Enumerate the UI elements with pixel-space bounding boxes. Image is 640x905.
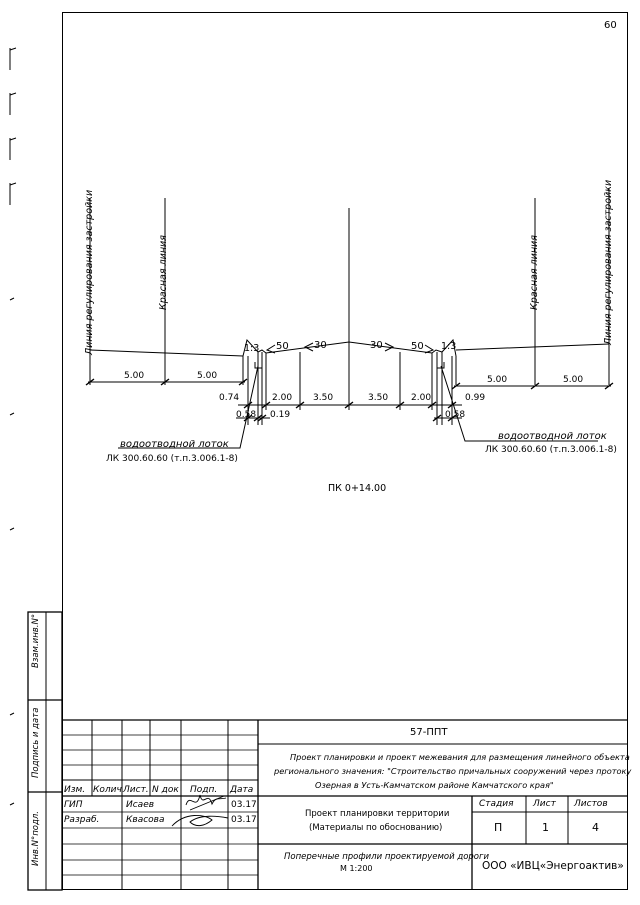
sheets-label: Листов bbox=[574, 799, 608, 809]
date-dev: 03.17 bbox=[231, 815, 257, 825]
name-dev: Квасова bbox=[126, 815, 165, 825]
dim-058-left: 0.58 bbox=[236, 410, 257, 420]
section-line-2: (Материалы по обоснованию) bbox=[309, 823, 443, 833]
left-red-line-label: Красная линия bbox=[158, 235, 169, 310]
dim-left-a: 5.00 bbox=[124, 371, 145, 381]
side-inv-label: Инв.N°подл. bbox=[31, 810, 41, 866]
tray-left-title: водоотводной лоток bbox=[120, 439, 229, 450]
dim-058-right: 0.58 bbox=[445, 410, 466, 420]
right-building-line-label: Линия регулирования застройки bbox=[603, 179, 614, 345]
section-line-1: Проект планировки территории bbox=[305, 809, 450, 819]
dim-lane-left: 3.50 bbox=[313, 393, 334, 403]
right-red-line-label: Красная линия bbox=[529, 235, 540, 310]
dim-right-b: 5.00 bbox=[563, 375, 584, 385]
company-name: ООО «ИВЦ«Энергоактив» bbox=[482, 860, 624, 872]
hdr-list: Лист. bbox=[123, 785, 149, 795]
slope-left-bank: 1:3 bbox=[244, 343, 260, 354]
hdr-date: Дата bbox=[230, 785, 254, 795]
tray-right-code: ЛК 300.60.60 (т.п.3.006.1-8) bbox=[485, 445, 617, 455]
hdr-kol: Колич bbox=[93, 785, 122, 795]
sheets-value: 4 bbox=[592, 821, 599, 834]
dim-left-b: 5.00 bbox=[197, 371, 218, 381]
dim-sh-left: 2.00 bbox=[272, 393, 293, 403]
hdr-ndok: N док bbox=[152, 785, 179, 795]
date-gip: 03.17 bbox=[231, 800, 257, 810]
slope-left-lane: 30 bbox=[314, 340, 327, 351]
sheet-label: Лист bbox=[533, 799, 556, 809]
dim-sh-right: 2.00 bbox=[411, 393, 432, 403]
slope-right-bank: 1:3 bbox=[441, 341, 457, 352]
hdr-izm: Изм. bbox=[64, 785, 86, 795]
dim-099: 0.99 bbox=[465, 393, 486, 403]
name-gip: Исаев bbox=[126, 800, 155, 810]
dim-019: 0.19 bbox=[270, 410, 291, 420]
project-line-1: Проект планировки и проект межевания для размещения линейного объекта bbox=[290, 752, 630, 762]
sheet-number: 60 bbox=[604, 20, 617, 31]
stage-label: Стадия bbox=[479, 799, 514, 809]
slope-left-shoulder: 50 bbox=[276, 341, 289, 352]
project-line-3: Озерная в Усть-Камчатском районе Камчатского края" bbox=[315, 780, 554, 790]
tray-left-code: ЛК 300.60.60 (т.п.3.006.1-8) bbox=[106, 454, 238, 464]
role-dev: Разраб. bbox=[64, 815, 100, 825]
hdr-podp: Подп. bbox=[190, 785, 218, 795]
doc-code: 57-ППТ bbox=[410, 727, 448, 738]
slope-right-lane: 30 bbox=[370, 340, 383, 351]
sheet-value: 1 bbox=[542, 821, 549, 834]
project-line-2: регионального значения: "Строительство причальных сооружений через протоку bbox=[274, 766, 632, 776]
slope-right-shoulder: 50 bbox=[411, 341, 424, 352]
stage-value: П bbox=[494, 821, 503, 834]
dim-074: 0.74 bbox=[219, 393, 240, 403]
left-building-line-label: Линия регулирования застройки bbox=[84, 189, 95, 355]
picket-label: ПК 0+14.00 bbox=[328, 483, 387, 494]
role-gip: ГИП bbox=[64, 800, 83, 810]
side-signature-label: Подпись и дата bbox=[31, 707, 41, 778]
side-replace-label: Взам.инв.N° bbox=[31, 613, 41, 668]
drawing-title-1: Поперечные профили проектируемой дороги bbox=[284, 852, 489, 862]
signatures bbox=[172, 795, 228, 826]
dim-right-a: 5.00 bbox=[487, 375, 508, 385]
drawing-title-2: М 1:200 bbox=[340, 864, 373, 873]
dim-lane-right: 3.50 bbox=[368, 393, 389, 403]
tray-right-title: водоотводной лоток bbox=[498, 431, 607, 442]
